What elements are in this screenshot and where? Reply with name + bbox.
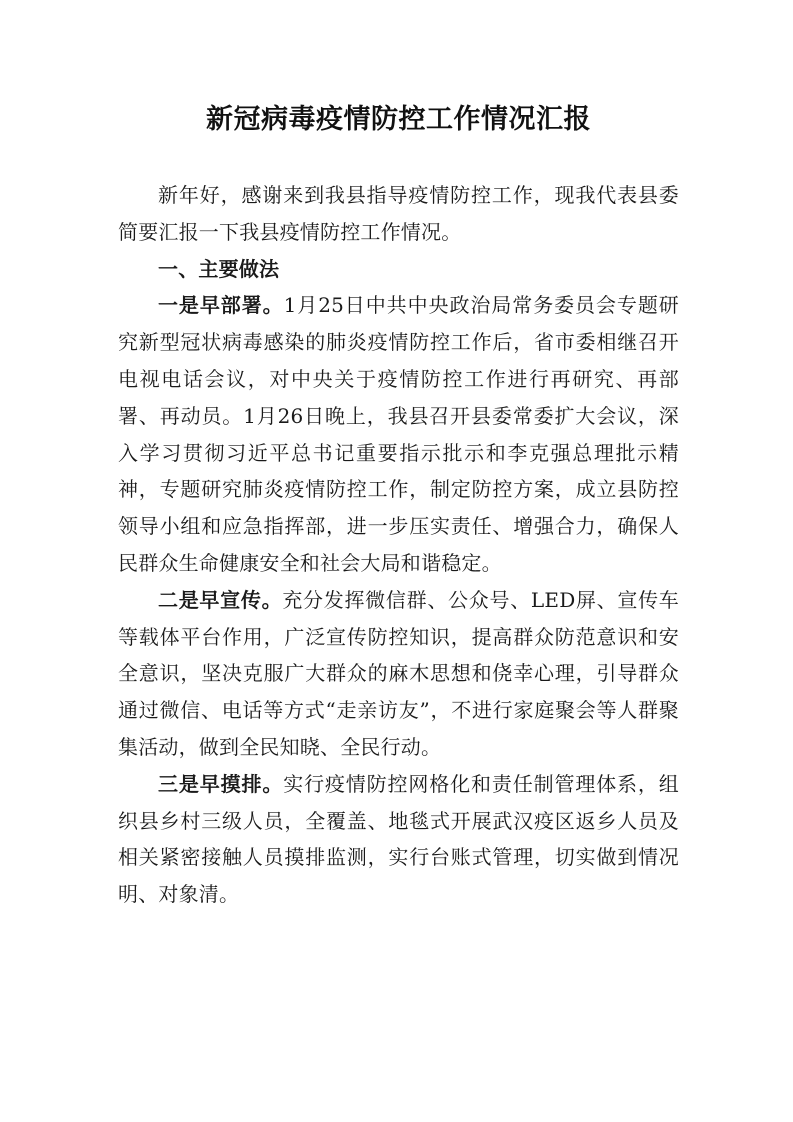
document-title: 新冠病毒疫情防控工作情况汇报 <box>206 104 591 135</box>
section-heading-main-practices: 一、主要做法 <box>158 256 280 281</box>
item-text-early-screening: 实行疫情防控网格化和责任制管理体系，组织县乡村三级人员，全覆盖、地毯式开展武汉疫区返乡人员及相关紧密接触人员摸排监测，实行台账式管理，切实做到情况明、对象清。 <box>118 771 679 907</box>
item-text-early-publicity: 充分发挥微信群、公众号、LED屏、宣传车等载体平台作用，广泛宣传防控知识，提高群众防范意识和安全意识，坚决克服广大群众的麻木思想和侥幸心理，引导群众通过微信、电话等方式“走亲访友”，不进行家庭聚会等人群聚集活动，做到全民知晓、全民行动。 <box>118 587 680 759</box>
item-text-early-deployment: 1月25日中共中央政治局常务委员会专题研究新型冠状病毒感染的肺炎疫情防控工作后，省市委相继召开电视电话会议，对中央关于疫情防控工作进行再研究、再部署、再动员。1月26日晚上，我县召开县委常委扩大会议，深入学习贯彻习近平总书记重要指示批示和李克强总理批示精神，专题研究肺炎疫情防控工作，制定防控方案，成立县防控领导小组和应急指挥部，进一步压实责任、增强合力，确保人民群众生命健康安全和社会大局和谐稳定。 <box>118 293 679 575</box>
item-paragraph-early-screening <box>118 766 679 913</box>
intro-paragraph: 新年好，感谢来到我县指导疫情防控工作，现我代表县委简要汇报一下我县疫情防控工作情况。 <box>118 183 679 244</box>
item-paragraph-early-publicity <box>118 582 679 766</box>
document-body <box>118 177 679 913</box>
item-paragraph-early-deployment <box>118 287 679 581</box>
item-lead-early-deployment: 一是早部署。 <box>158 293 284 318</box>
item-lead-early-screening: 三是早摸排。 <box>158 771 284 796</box>
item-lead-early-publicity: 二是早宣传。 <box>158 587 283 612</box>
